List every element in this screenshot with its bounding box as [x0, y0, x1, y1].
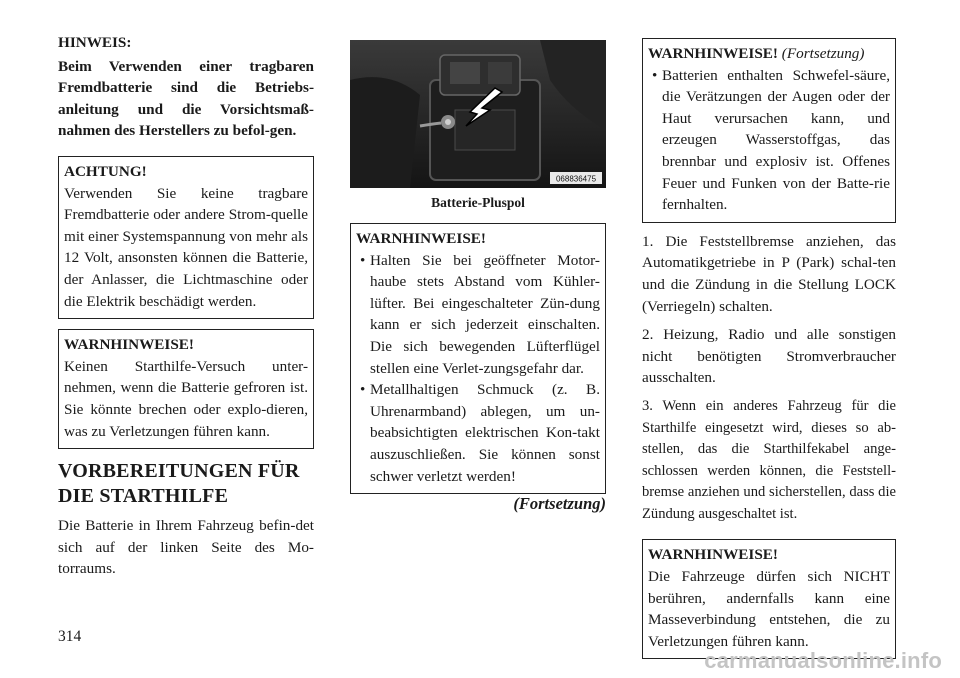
- bullet-item: • Halten Sie bei geöffneter Motor-haube stets Abstand vom Kühler-lüfter. Bei eingeschalteter Zün-dung kann er sich jederzeit einschalten. Die sich bewegenden Lüfterflügel stellen eine Verlet-zungsgefahr dar.: [360, 251, 600, 377]
- photo-caption: Batterie-Pluspol: [431, 195, 525, 210]
- warning-text: Die Fahrzeuge dürfen sich NICHT berühren, andernfalls kann eine Masseverbindung entstehen, die zu Verletzungen führen kann.: [648, 568, 890, 650]
- step-2: 2. Heizung, Radio und alle sonstigen nicht benötigten Stromverbraucher ausschalten.: [642, 326, 896, 387]
- battery-photo: [350, 40, 606, 188]
- warning-title-text: WARNHINWEISE!: [648, 45, 778, 62]
- column-middle: [350, 32, 606, 514]
- step-1: 1. Die Feststellbremse anziehen, das Automatikgetriebe in P (Park) schal-ten und die Zündung in die Stellung LOCK (Verriegeln) schalten.: [642, 232, 896, 315]
- achtung-box: [58, 156, 314, 319]
- hinweis-text: Beim Verwenden einer tragbaren Fremdbatterie sind die Betriebs-anleitung und die Vorsichtsmaß-nahmen des Herstellers zu befol-gen.: [58, 57, 314, 140]
- warning-title: [648, 43, 890, 65]
- warning-text: Keinen Starthilfe-Versuch unter-nehmen, wenn die Batterie gefroren ist. Sie könnte brechen oder explo-dieren, was zu Verletzungen führen kann.: [64, 357, 308, 440]
- page-number: 314: [58, 628, 82, 645]
- battery-illustration: [350, 40, 606, 188]
- warning-bullets: [648, 65, 890, 216]
- bullet-item: • Metallhaltigen Schmuck (z. B. Uhrenarmband) ablegen, um un-beabsichtigten elektrischen Kon-takt auszuschließen. Sie können sonst schwer verletzt werden!: [360, 381, 600, 485]
- warning-bullets: [356, 250, 600, 488]
- hinweis-label: HINWEIS:: [58, 34, 132, 51]
- column-right: [642, 38, 896, 669]
- bullet-text: Halten Sie bei geöffneter Motor-haube stets Abstand vom Kühler-lüfter. Bei eingeschalteter Zün-dung kann er sich jederzeit einschalten. Die sich bewegenden Lüfterflügel stellen eine Verlet-zungsgefahr dar.: [370, 251, 600, 377]
- section-title-line1: VORBEREITUNGEN FÜR: [58, 460, 300, 483]
- bullet-text: Batterien enthalten Schwefel-säure, die Verätzungen der Augen oder der Haut verursachen kann, und erzeugen Wasserstoffgas, das brennbar und explosiv ist. Offenes Feuer und Funken von der Batte-rie fernhalten.: [662, 66, 890, 214]
- watermark: carmanualsonline.info: [704, 648, 942, 673]
- warning-box-acid: [642, 38, 896, 223]
- warning-box-fan: [350, 223, 606, 494]
- section-title: [58, 459, 314, 509]
- step-3: 3. Wenn ein anderes Fahrzeug für die Starthilfe eingesetzt wird, dieses so ab-stellen, das die Starthilfekabel ange-schlossen werden können, die Feststell-bremse anziehen und sicherstellen, dass die Zündung ausgeschaltet ist.: [642, 397, 896, 522]
- warning-box-frozen-battery: [58, 329, 314, 449]
- column-left: [58, 32, 314, 580]
- bullet-item: • Batterien enthalten Schwefel-säure, die Verätzungen der Augen oder der Haut verursachen kann, und erzeugen Wasserstoffgas, das brennbar und explosiv ist. Offenes Feuer und Funken von der Batte-rie fernhalten.: [652, 66, 890, 214]
- warning-title: WARNHINWEISE!: [64, 336, 194, 354]
- photo-code: 068836475: [555, 174, 597, 184]
- warning-title-cont: (Fortsetzung): [781, 45, 865, 62]
- continued-marker: (Fortsetzung): [513, 494, 606, 514]
- section-title-line2: DIE STARTHILFE: [58, 485, 229, 508]
- achtung-title: ACHTUNG!: [64, 162, 147, 180]
- warning-title: WARNHINWEISE!: [648, 546, 778, 564]
- section-text: Die Batterie in Ihrem Fahrzeug befin-det sich auf der linken Seite des Mo-torraums.: [58, 517, 314, 578]
- warning-title: WARNHINWEISE!: [356, 230, 486, 247]
- achtung-text: Verwenden Sie keine tragbare Fremdbatterie oder andere Strom-quelle mit einer Systemspannung von mehr als 12 Volt, ansonsten können die Batterie, der Anlasser, die Lichtmaschine oder die Elektrik beschädigt werden.: [64, 184, 308, 310]
- bullet-text: Metallhaltigen Schmuck (z. B. Uhrenarmband) ablegen, um un-beabsichtigten elektrischen Kon-takt auszuschließen. Sie können sonst schwer verletzt werden!: [370, 381, 600, 485]
- warning-box-contact: [642, 539, 896, 659]
